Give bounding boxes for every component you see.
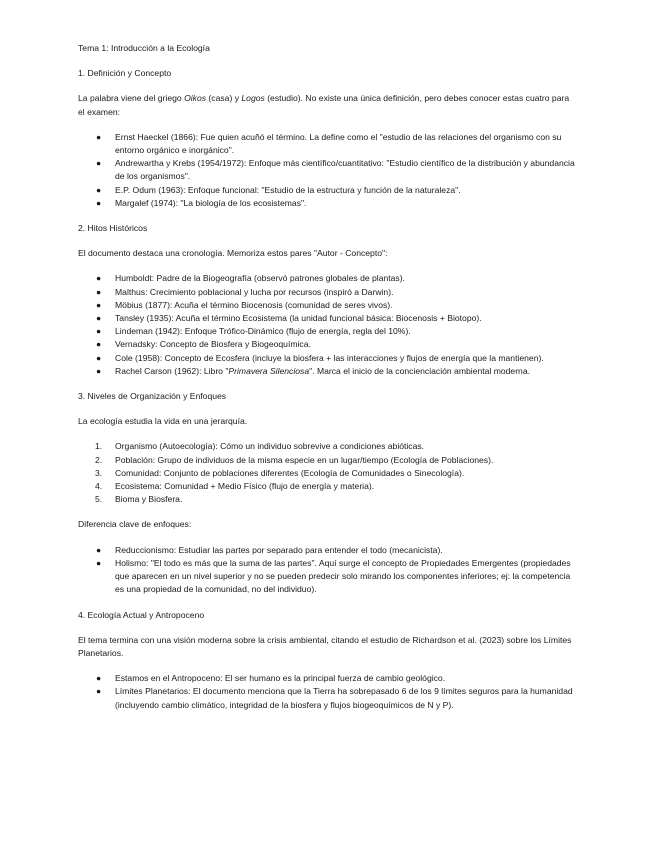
bullet-icon: ● (96, 158, 102, 169)
bullet-icon: ● (96, 184, 102, 195)
section-heading-niveles: 3. Niveles de Organización y Enfoques (78, 391, 227, 402)
bullet-icon: ● (96, 197, 102, 208)
list-item: ● Reduccionismo: Estudiar las partes por separado para entender el todo (mecanicista). (78, 544, 578, 557)
section-intro-niveles: La ecología estudia la vida en una jerarquía. (78, 416, 248, 427)
document-title: Tema 1: Introducción a la Ecología (78, 43, 210, 53)
list-number: 2. (95, 454, 103, 465)
approaches-list (78, 544, 578, 597)
section-intro-definicion: La palabra viene del griego Oikos (casa) y Logos (estudio). No existe una única definición, pero debes conocer estas cuatro para el examen: (78, 93, 570, 117)
sub-intro-enfoques: Diferencia clave de enfoques: (78, 519, 192, 530)
list-item: ● Humboldt: Padre de la Biogeografía (observó patrones globales de plantas). (78, 272, 578, 285)
bullet-icon: ● (96, 557, 102, 568)
list-number: 3. (95, 467, 103, 478)
bullet-icon: ● (96, 273, 102, 284)
section-intro-antropoceno: El tema termina con una visión moderna sobre la crisis ambiental, citando el estudio de Richardson et al. (2023) sobre los Límites Planetarios. (78, 634, 572, 658)
list-item: ● Rachel Carson (1962): Libro "Primavera Silenciosa". Marca el inicio de la concienciación ambiental moderna. (78, 365, 578, 378)
list-item: ● Andrewartha y Krebs (1954/1972): Enfoque más científico/cuantitativo: "Estudio científico de la distribución y abundancia de los organismos". (96, 158, 575, 182)
list-item: ● Lindeman (1942): Enfoque Trófico-Dinámico (flujo de energía, regla del 10%). (78, 325, 578, 338)
bullet-icon: ● (96, 339, 102, 350)
bullet-icon: ● (96, 326, 102, 337)
section-intro-hitos: El documento destaca una cronología. Memoriza estos pares "Autor - Concepto": (78, 248, 388, 259)
bullet-icon: ● (96, 286, 102, 297)
levels-list (78, 440, 578, 506)
list-number: 4. (95, 481, 103, 492)
list-item: 5. Bioma y Biosfera. (78, 493, 578, 506)
list-item: 3. Comunidad: Conjunto de poblaciones diferentes (Ecología de Comunidades o Sinecología). (78, 467, 578, 480)
list-item: ● Möbius (1877): Acuña el término Biocenosis (comunidad de seres vivos). (78, 299, 578, 312)
bullet-icon: ● (96, 352, 102, 363)
list-item: 4. Ecosistema: Comunidad + Medio Físico (flujo de energía y materia). (78, 480, 578, 493)
bullet-icon: ● (96, 544, 102, 555)
anthropocene-list (78, 672, 578, 712)
section-heading-definicion: 1. Definición y Concepto (78, 68, 172, 79)
list-item: 2. Población: Grupo de individuos de la misma especie en un lugar/tiempo (Ecología de Poblaciones). (78, 454, 578, 467)
milestones-list (78, 272, 578, 378)
bullet-icon: ● (96, 686, 102, 697)
bullet-icon: ● (96, 131, 102, 142)
document-content (78, 42, 578, 724)
list-item: ● Cole (1958): Concepto de Ecosfera (incluye la biosfera + las interacciones y flujos de energía que la mantienen). (78, 352, 578, 365)
list-number: 5. (95, 494, 103, 505)
list-item: ● E.P. Odum (1963): Enfoque funcional: "Estudio de la estructura y función de la naturaleza". (78, 184, 578, 197)
list-item: ● Tansley (1935): Acuña el término Ecosistema (la unidad funcional básica: Biocenosis + Biotopo). (78, 312, 578, 325)
definitions-list (78, 131, 578, 210)
list-number: 1. (95, 441, 103, 452)
list-item: ● Margalef (1974): "La biología de los ecosistemas". (78, 197, 578, 210)
bullet-icon: ● (96, 673, 102, 684)
list-item: ● Vernadsky: Concepto de Biosfera y Biogeoquímica. (78, 338, 578, 351)
list-item: ● Malthus: Crecimiento poblacional y lucha por recursos (inspiró a Darwin). (78, 286, 578, 299)
list-item: ● Límites Planetarios: El documento menciona que la Tierra ha sobrepasado 6 de los 9 límites seguros para la humanidad (incluyendo cambio climático, integridad de la biosfera y flujos biogeoquímicos de N y P). (96, 686, 573, 710)
list-item: ● Ernst Haeckel (1866): Fue quien acuñó el término. La define como el "estudio de las relaciones del organismo con su entorno orgánico e inorgánico". (96, 131, 562, 156)
bullet-icon: ● (96, 365, 102, 376)
section-heading-hitos: 2. Hitos Históricos (78, 223, 148, 234)
bullet-icon: ● (96, 313, 102, 324)
section-heading-antropoceno: 4. Ecología Actual y Antropoceno (78, 609, 205, 620)
bullet-icon: ● (96, 299, 102, 310)
list-item: ● Estamos en el Antropoceno: El ser humano es la principal fuerza de cambio geológico. (78, 672, 578, 685)
list-item: ● Holismo: "El todo es más que la suma de las partes". Aquí surge el concepto de Propiedades Emergentes (propiedades que aparecen en un nivel superior y no se pueden predecir solo mirando los componentes inferiores; ej: la competencia es una propiedad de la comunidad, no del individuo). (96, 557, 571, 595)
list-item: 1. Organismo (Autoecología): Cómo un individuo sobrevive a condiciones abióticas. (78, 440, 578, 453)
